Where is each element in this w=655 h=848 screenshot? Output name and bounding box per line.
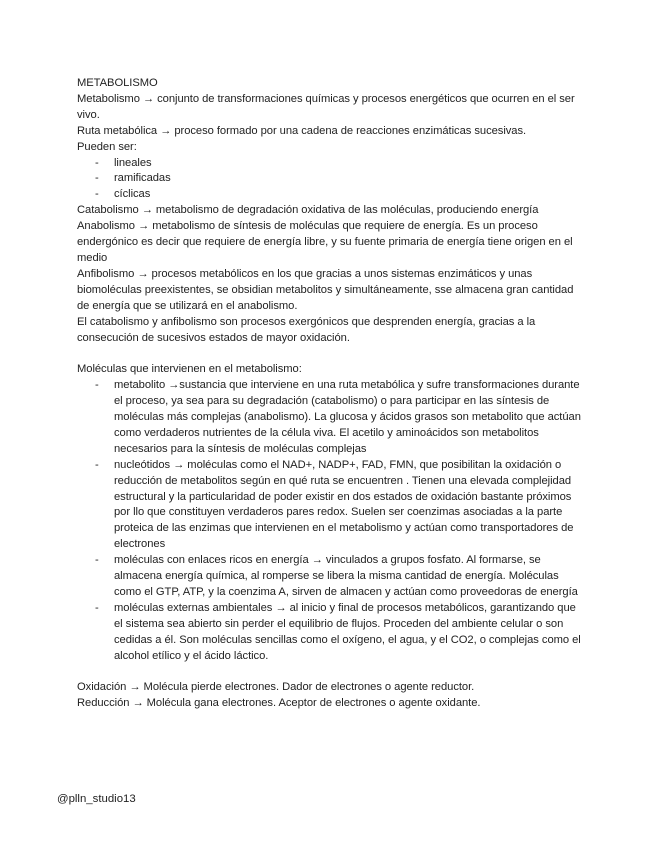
paragraph-exergonicos: El catabolismo y anfibolismo son procesos exergónicos que desprenden energía, gracias a la consecución de sucesivos estados de mayor oxidación. [77, 315, 536, 344]
paragraph-ruta-metabolica: Ruta metabólica → proceso formado por una cadena de reacciones enzimáticas sucesivas. [77, 124, 527, 137]
paragraph-moleculas-heading: Moléculas que intervienen en el metabolismo: [77, 363, 302, 376]
list-moleculas [77, 378, 582, 664]
list-item: - ramificadas [77, 171, 582, 187]
list-item: - metabolito →sustancia que interviene en una ruta metabólica y sufre transformaciones durante el proceso, ya sea para su degradación (catabolismo) o para participar en las síntesis de moléculas más complejas (anabolismo). La glucosa y ácidos grasos son metabolito que actúan como verdaderos nutrientes de la célula viva. El acetilo y aminoácidos son metabolitos necesarios para la síntesis de moléculas complejas [77, 378, 582, 458]
paragraph-metabolismo: Metabolismo → conjunto de transformaciones químicas y procesos energéticos que ocurren en el ser vivo. [77, 92, 575, 121]
document-title: METABOLISMO [77, 77, 158, 89]
paragraph-spacer [77, 665, 582, 681]
list-item: - nucleótidos → moléculas como el NAD+, NADP+, FAD, FMN, que posibilitan la oxidación o reducción de metabolitos según en qué ruta se encuentren . Tienen una elevada complejidad estructural y la particularidad de poder existir en dos estados de oxidación bastante próximos por llo que constituyen verdaderos pares redox. Suelen ser coenzimas asociadas a la parte proteica de las enzimas que intervienen en el metabolismo y actúan como transportadores de electrones [77, 458, 582, 553]
list-item: - moléculas externas ambientales → al inicio y final de procesos metabólicos, garantizando que el sistema sea abierto sin perder el equilibrio de flujos. Proceden del ambiente celular o son cedidas a él. Son moléculas sencillas como el oxígeno, el agua, y el CO2, o complejas como el alcohol etílico y el ácido láctico. [77, 601, 582, 665]
paragraph-catabolismo: Catabolismo → metabolismo de degradación oxidativa de las moléculas, produciendo energía [77, 204, 539, 217]
paragraph-spacer [77, 346, 582, 362]
paragraph-reduccion: Reducción → Molécula gana electrones. Aceptor de electrones o agente oxidante. [77, 697, 481, 710]
document-body [77, 76, 582, 712]
footer-watermark: @plln_studio13 [57, 793, 136, 805]
paragraph-oxidacion: Oxidación → Molécula pierde electrones. Dador de electrones o agente reductor. [77, 681, 475, 694]
paragraph-anfibolismo: Anfibolismo → procesos metabólicos en los que gracias a unos sistemas enzimáticos y unas biomoléculas preexistentes, se obsidian metabolitos y simultáneamente, sse almacena gran cantidad de energía que se utilizará en el anabolismo. [77, 267, 574, 312]
list-tipos-ruta [77, 156, 582, 204]
paragraph-pueden-ser: Pueden ser: [77, 140, 137, 153]
paragraph-anabolismo: Anabolismo → metabolismo de síntesis de moléculas que requiere de energía. Es un proceso endergónico es decir que requiere de energía libre, y su fuente primaria de energía tiene origen en el medio [77, 220, 573, 264]
list-item: - cíclicas [77, 187, 582, 203]
list-item: - moléculas con enlaces ricos en energía → vinculados a grupos fosfato. Al formarse, se almacena energía química, al romperse se libera la misma cantidad de energía. Moléculas como el GTP, ATP, y la coenzima A, sirven de almacen y actúan como proveedoras de energía [77, 553, 582, 601]
list-item: - lineales [77, 156, 582, 172]
